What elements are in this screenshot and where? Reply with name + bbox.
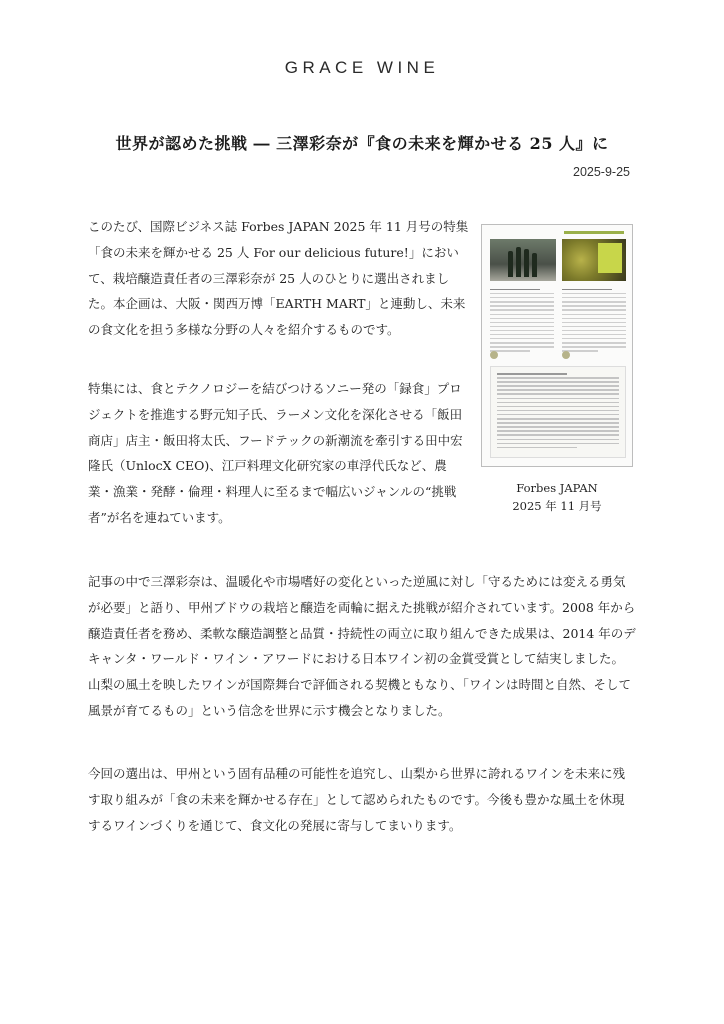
paragraph-article: 記事の中で三澤彩奈は、温暖化や市場嗜好の変化といった逆風に対し「守るためには変える勇気が必要」と語り、甲州ブドウの栽培と醸造を両輪に据えた挑戦が紹介されています。2008 年から醸造責任者を務め、柔軟な醸造調整と品質・持続性の両立に取り組んできた成果は、2014 年のデキャンタ・ワールド・ワイン・アワードにおける日本ワイン初の金賞受賞として結実しました。山梨の風土を映したワインが国際舞台で評価される契機ともなり、「ワインは時間と自然、そして風景が育てるもの」という信念を世界に示す機会となりました。 (88, 574, 636, 718)
paragraph-intro: このたび、国際ビジネス誌 Forbes JAPAN 2025 年 11 月号の特集「食の未来を輝かせる 25 人 For our delicious future!」において、栽培醸造責任者の三澤彩奈が 25 人のひとりに選出されました。本企画は、大阪・関西万博「EARTH MART」と連動し、未来の食文化を担う多様な分野の人々を紹介するものです。 (88, 219, 469, 338)
avatar (562, 351, 570, 359)
paragraph-closing: 今回の選出は、甲州という固有品種の可能性を追究し、山梨から世界に誇れるワインを未来に残す取り組みが「食の未来を輝かせる存在」として認められたものです。今後も豊かな風土を休現するワインづくりを通じて、食文化の発展に寄与してまいります。 (88, 766, 626, 833)
caption-magazine-name: Forbes JAPAN (516, 481, 598, 495)
magazine-column-left (490, 289, 554, 355)
brand-logo: GRACE WINE (284, 58, 440, 77)
magazine-column-right (562, 289, 626, 355)
feature-badge (598, 243, 622, 273)
paragraph-feature: 特集には、食とテクノロジーを結びつけるソニー発の「録食」プロジェクトを推進する野元知子氏、ラーメン文化を深化させる「飯田商店」店主・飯田将太氏、フードテックの新潮流を牽引する田中宏隆氏（UnlocX CEO)、江戸料理文化研究家の車浮代氏など、農業・漁業・発酵・倫理・料理人に至るまで幅広いジャンルの“挑戦者”が名を連ねています。 (88, 381, 463, 525)
page-title: 世界が認めた挑戦 ― 三澤彩奈が『食の未来を輝かせる 25 人』に (115, 134, 609, 153)
wine-bottles-photo (490, 239, 556, 281)
publish-date: 2025-9-25 (573, 165, 630, 179)
caption-issue: 2025 年 11 月号 (512, 499, 602, 513)
magazine-header-bar (564, 231, 624, 234)
avatar (490, 351, 498, 359)
figure-caption (481, 479, 633, 515)
magazine-page-image (481, 224, 633, 467)
magazine-sidebar-box (490, 366, 626, 458)
